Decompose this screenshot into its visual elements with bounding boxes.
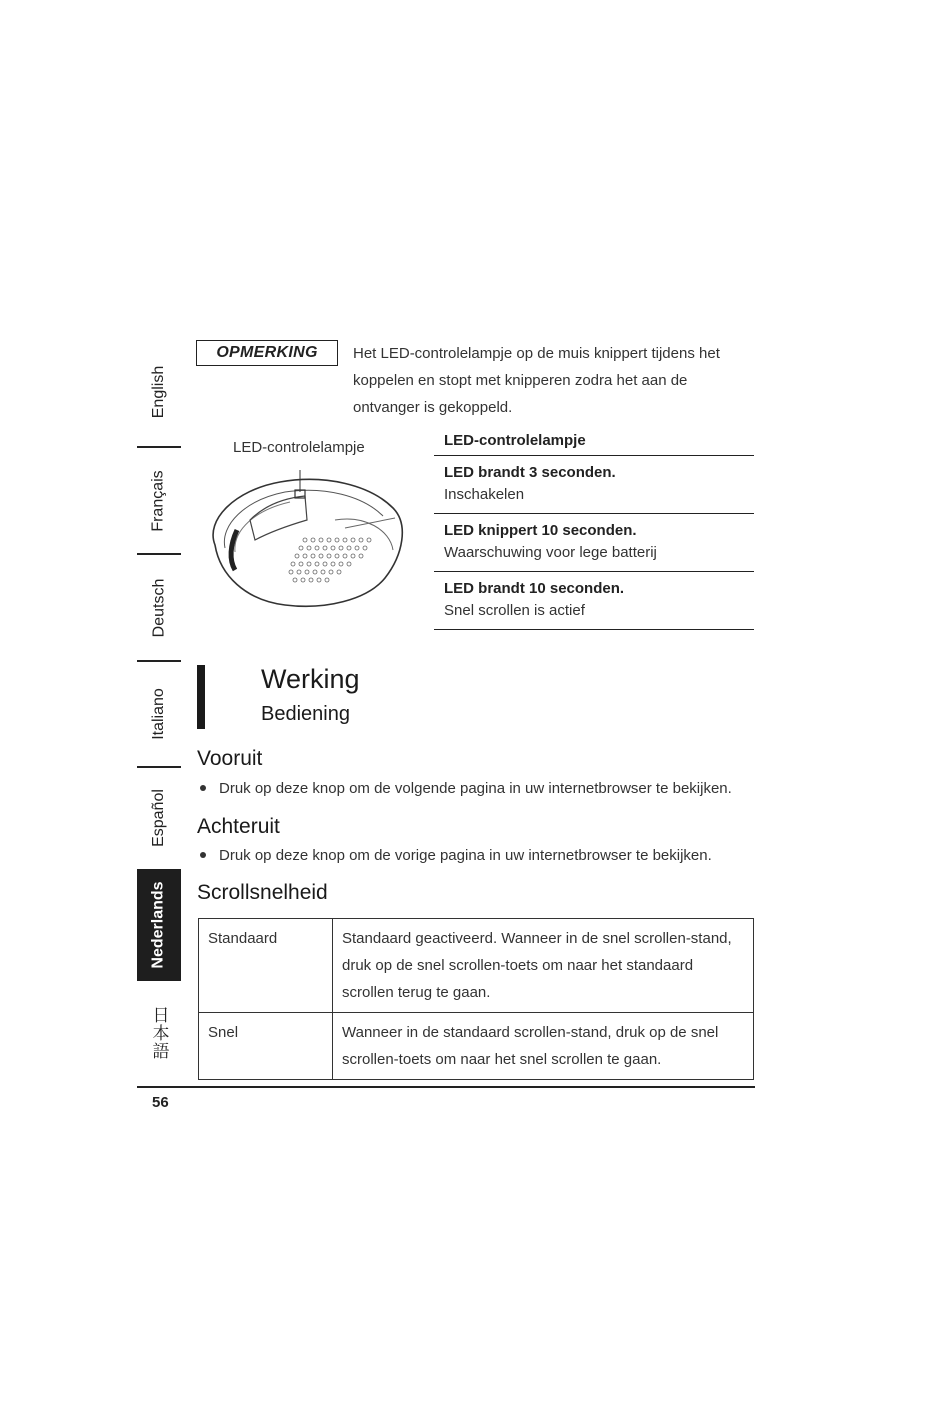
scroll-mode-cell: Standaard [199, 919, 333, 1013]
table-row [199, 1013, 754, 1080]
led-table-row: LED brandt 3 seconden. Inschakelen [434, 456, 754, 514]
bullet-dot-icon [200, 785, 206, 791]
scroll-speed-table [198, 918, 754, 1080]
bullet-back: Druk op deze knop om de vorige pagina in uw internetbrowser te bekijken. [197, 847, 712, 864]
tab-deutsch[interactable]: Deutsch [150, 578, 168, 637]
tab-english[interactable]: English [150, 365, 168, 419]
scroll-mode-cell: Snel [199, 1013, 333, 1080]
led-table-row: LED brandt 10 seconden. Snel scrollen is actief [434, 572, 754, 630]
led-status-table [434, 428, 754, 630]
tab-italiano[interactable]: Italiano [150, 688, 167, 740]
footer-rule [137, 1086, 755, 1088]
section-title: Werking [261, 664, 360, 694]
mouse-illustration [195, 460, 410, 615]
scroll-desc-cell: Wanneer in de standaard scrollen-stand, druk op de snel scrollen-toets om naar het snel scrollen te gaan. [333, 1013, 754, 1080]
table-row [199, 919, 754, 1013]
heading-back: Achteruit [197, 815, 280, 838]
heading-scroll-speed: Scrollsnelheid [197, 881, 328, 904]
tab-japanese[interactable]: 日本語 [149, 1006, 169, 1060]
bullet-forward: Druk op deze knop om de volgende pagina in uw internetbrowser te bekijken. [197, 780, 732, 797]
section-subtitle: Bediening [261, 703, 350, 725]
tab-nederlands[interactable]: Nederlands [137, 869, 181, 981]
tab-francais[interactable]: Français [150, 469, 168, 532]
page-number: 56 [152, 1094, 169, 1111]
led-callout-label: LED-controlelampje [233, 439, 365, 456]
scroll-desc-cell: Standaard geactiveerd. Wanneer in de snel scrollen-stand, druk op de snel scrollen-toets om naar het standaard scrollen terug te gaan. [333, 919, 754, 1013]
note-label-box: OPMERKING [196, 340, 338, 366]
heading-forward: Vooruit [197, 747, 263, 770]
bullet-dot-icon [200, 852, 206, 858]
led-table-row: LED knippert 10 seconden. Waarschuwing voor lege batterij [434, 514, 754, 572]
section-marker-bar [197, 665, 205, 729]
note-text: Het LED-controlelampje op de muis knippert tijdens het koppelen en stopt met knipperen zodra het aan de ontvanger is gekoppeld. [353, 345, 720, 416]
tab-espanol[interactable]: Español [150, 789, 168, 847]
led-table-header: LED-controlelampje [434, 428, 754, 456]
language-tabs [137, 338, 181, 1083]
